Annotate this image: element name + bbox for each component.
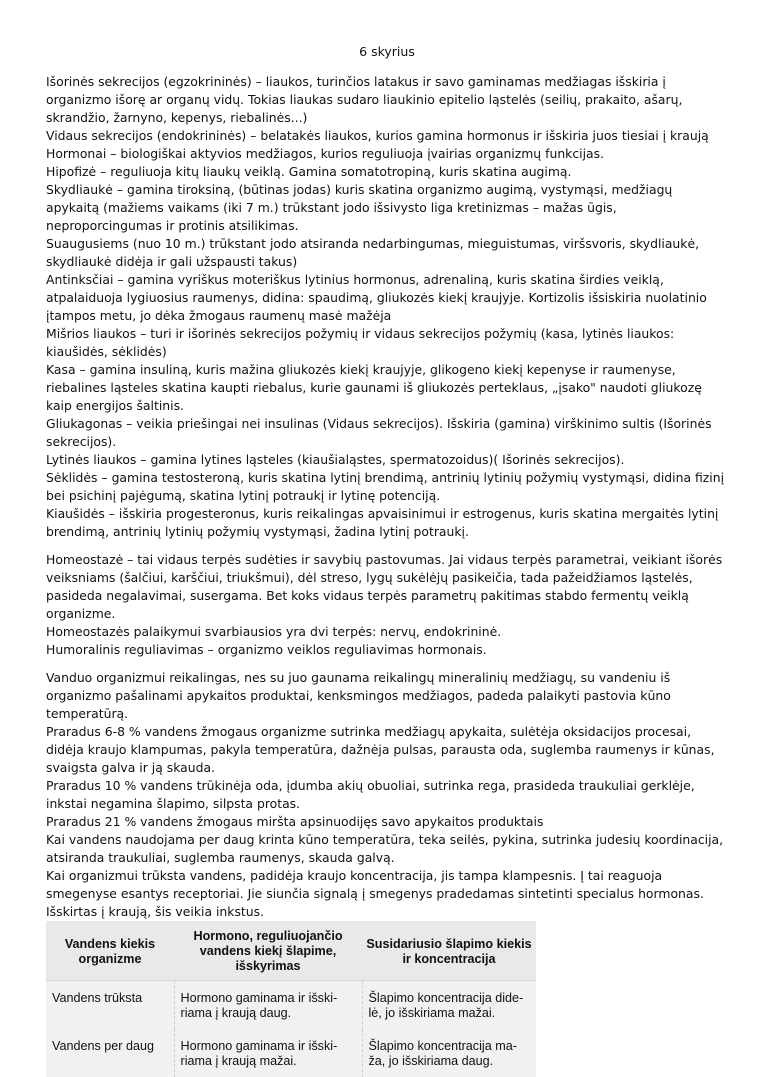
paragraph-water-excess: Kai vandens naudojama per daug krinta kūno temperatūra, teka seilės, pykina, sutrinka judesių koordinacija, atsiranda traukuliai, suglemba raumenys, skauda galvą. (46, 832, 724, 865)
endocrine-section (46, 73, 728, 541)
table-cell: Vandens per daug (52, 1039, 154, 1053)
paragraph-water-21: Praradus 21 % vandens žmogaus miršta apsinuodijęs savo apykaitos produktais (46, 814, 544, 829)
paragraph-water-6-8: Praradus 6-8 % vandens žmogaus organizme sutrinka medžiagų apykaita, sulėtėja oksidacijos procesai, didėja kraujo klampumas, pakyla temperatūra, dažnėja pulsas, parausta oda, suglemba raumenys ir kūnas, svaigsta galva ir ją skauda. (46, 724, 715, 775)
table-cell: Hormono gaminama ir išski-riama į kraują daug. (174, 981, 362, 1030)
paragraph-homeostasis-support: Homeostazės palaikymui svarbiausios yra dvi terpės: nervų, endokrininė. (46, 624, 502, 639)
section-gap (46, 541, 728, 551)
table-cell: Hormono gaminama ir išski-riama į kraują mažai. (174, 1029, 362, 1077)
paragraph-homeostasis: Homeostazė – tai vidaus terpės sudėties ir savybių pastovumas. Jai vidaus terpės parametrai, veikiant išorės veiksniams (šalčiui, karščiui, triukšmui), dėl streso, lygų sukėlėjų pasikeičia, tada pažeidžiamos ląstelės, pasideda negalavimai, susergama. Bet koks vidaus terpės parametrų pakitimas stabdo fermentų veiklą organizme. (46, 552, 723, 621)
water-section (46, 669, 728, 921)
paragraph-hormones: Hormonai – biologiškai aktyvios medžiagos, kurios reguliuoja įvairias organizmų funkcijas. (46, 146, 605, 161)
table-header-row (46, 921, 536, 981)
paragraph-adults-iodine: Suaugusiems (nuo 10 m.) trūkstant jodo atsiranda nedarbingumas, mieguistumas, viršsvoris, skydliaukė, skydliaukė didėja ir gali užspausti takus) (46, 236, 700, 269)
table-row (46, 981, 536, 1030)
paragraph-pituitary: Hipofizė – reguliuoja kitų liaukų veiklą. Gamina somatotropiną, kuris skatina augimą. (46, 164, 572, 179)
table-cell: Šlapimo koncentracija ma-ža, jo išskiriama daug. (362, 1029, 536, 1077)
paragraph-thyroid: Skydliaukė – gamina tiroksiną, (būtinas jodas) kuris skatina organizmo augimą, vystymąsi, medžiagų apykaitą (mažiems vaikams (iki 7 m.) trūkstant jodo išsivysto liga kretinizmas – mažas ūgis, neproporcingumas ir protinis atsilikimas. (46, 182, 673, 233)
paragraph-ovaries: Kiaušidės – išskiria progesteronus, kuris reikalingas apvaisinimui ir estrogenus, kuris skatina mergaitės lytinį brendimą, antrinių lytinių požymių vystymąsi, žadina lytinį potraukį. (46, 506, 719, 539)
paragraph-water-10: Praradus 10 % vandens trūkinėja oda, įdumba akių obuoliai, sutrinka rega, prasideda traukuliai gerklėje, inkstai negamina šlapimo, silpsta protas. (46, 778, 695, 811)
paragraph-testes: Sėklidės – gamina testosteroną, kuris skatina lytinį brendimą, antrinių lytinių požymių vystymąsi, didina fizinį bei psichinį pajėgumą, skatina lytinį potraukį ir lytinę potenciją. (46, 470, 725, 503)
paragraph-water: Vanduo organizmui reikalingas, nes su juo gaunama reikalingų mineralinių medžiagų, su vandeniu iš organizmo pašalinami apykaitos produktai, kenksmingos medžiagos, padeda palaikyti pastovia kūno temperatūrą. (46, 670, 671, 721)
paragraph-adrenal: Antinksčiai – gamina vyriškus moteriškus lytinius hormonus, adrenaliną, kuris skatina širdies veiklą, atpalaiduoja lygiuosius raumenys, didina: spaudimą, gliukozės kiekį kraujyje. Kortizolis išsiskiria nuolatinio įtampos metu, jo dėka žmogaus raumenų masė mažėja (46, 272, 707, 323)
paragraph-water-deficit: Kai organizmui trūksta vandens, padidėja kraujo koncentracija, jis tampa klampesnis. Į tai reaguoja smegenyse esantys receptoriai. Jie siunčia signalą į smegenys pradedamas sintetinti specialus hormonas. Išskirtas į kraują, šis veikia inkstus. (46, 868, 704, 919)
table-cell: Vandens trūksta (52, 991, 143, 1005)
chapter-title: 6 skyrius (359, 44, 415, 59)
water-regulation-table (46, 921, 536, 1077)
table-header-cell: Vandens kiekis organizme (46, 921, 174, 981)
paragraph-glucagon: Gliukagonas – veikia priešingai nei insulinas (Vidaus sekrecijos). Išskiria (gamina) virškinimo sultis (Išorinės sekrecijos). (46, 416, 712, 449)
section-gap (46, 659, 728, 669)
paragraph-sex-glands: Lytinės liaukos – gamina lytines ląsteles (kiaušialąstes, spermatozoidus)( Išorinės sekrecijos). (46, 452, 625, 467)
paragraph-pancreas: Kasa – gamina insuliną, kuris mažina gliukozės kiekį kraujyje, glikogeno kiekį kepenyse ir raumenyse, riebalines ląsteles skatina kaupti riebalus, kurie gaunami iš gliukozės perteklaus, „įsako" naudoti gliukozę kaip energijos šaltinis. (46, 362, 702, 413)
paragraph-mixed-glands: Mišrios liaukos – turi ir išorinės sekrecijos požymių ir vidaus sekrecijos požymių (kasa, lytinės liaukos: kiaušidės, sėklidės) (46, 326, 675, 359)
table-header-cell: Hormono, reguliuojančio vandens kiekį šlapime, išskyrimas (174, 921, 362, 981)
paragraph-humoral: Humoralinis reguliavimas – organizmo veiklos reguliavimas hormonais. (46, 642, 487, 657)
homeostasis-section (46, 551, 728, 659)
paragraph-endocrine: Vidaus sekrecijos (endokrininės) – belatakės liaukos, kurios gamina hormonus ir išskiria juos tiesiai į kraują (46, 128, 709, 143)
paragraph-exocrine: Išorinės sekrecijos (egzokrininės) – liaukos, turinčios latakus ir savo gaminamas medžiagas išskiria į organizmo išorę ar organų vidų. Tokias liaukas sudaro liaukinio epitelio ląstelės (seilių, prakaito, ašarų, skrandžio, žarnyno, kepenys, riebalinės...) (46, 74, 683, 125)
table-row (46, 1029, 536, 1077)
table-header-cell: Susidariusio šlapimo kiekis ir koncentracija (362, 921, 536, 981)
table-cell: Šlapimo koncentracija dide-lė, jo išskiriama mažai. (362, 981, 536, 1030)
